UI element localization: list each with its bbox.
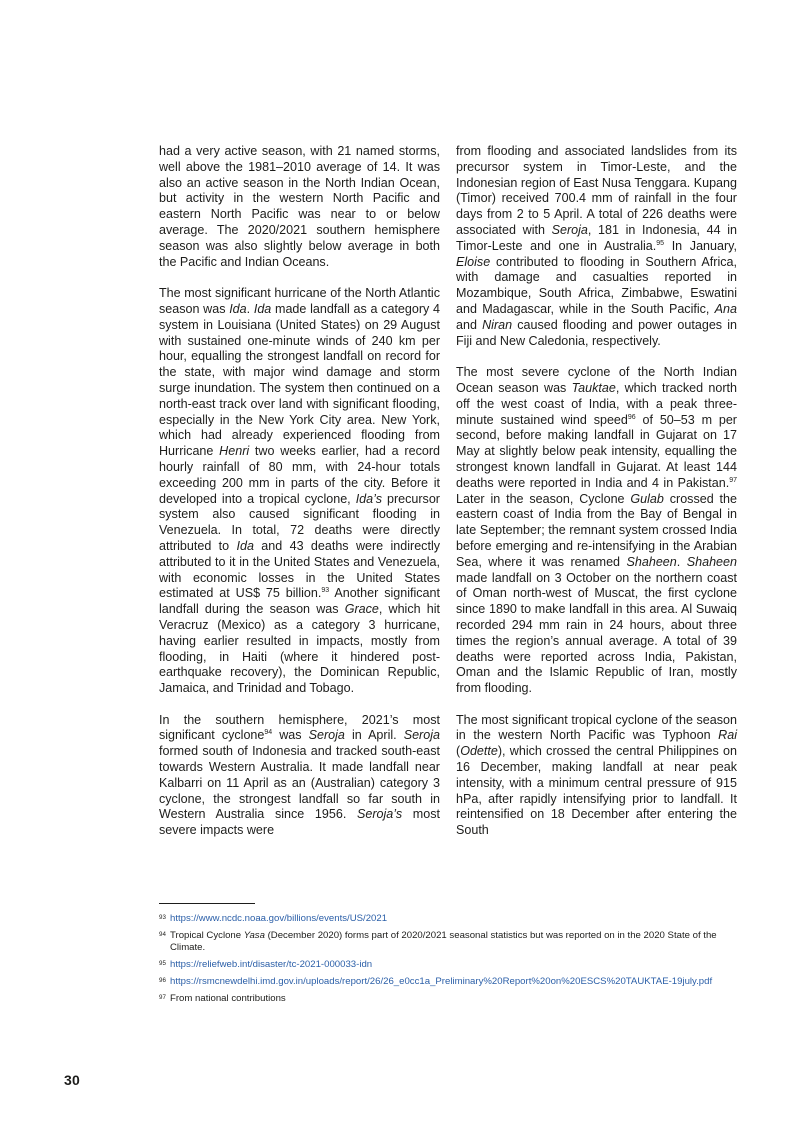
text-run: The most significant hurricane of the North Atlantic season was — [159, 286, 440, 316]
italic-text: Eloise — [456, 254, 491, 269]
italic-text: Gulab — [630, 491, 664, 506]
text-run: From national contributions — [170, 992, 286, 1004]
italic-text: Ida — [229, 301, 247, 316]
page-number: 30 — [64, 1072, 80, 1088]
text-run: formed south of Indonesia and tracked south-east towards Western Australia. It made landfall near Kalbarri on 11 April as an (Australian) category 3 cyclone, the strongest landfall so far south in Western Australia since 1956. — [159, 744, 440, 822]
text-run: and — [456, 317, 483, 332]
footnote-reference[interactable]: 97 — [729, 476, 737, 484]
footnote-number: 94 — [159, 930, 166, 938]
text-run: The most severe cyclone of the North Indian Ocean season was — [456, 365, 737, 395]
text-run: was — [272, 728, 309, 743]
italic-text: Seroja’s — [357, 807, 403, 822]
italic-text: Shaheen — [626, 554, 677, 569]
body-paragraph — [159, 713, 440, 839]
right-text-column — [456, 144, 737, 839]
footnote-item — [159, 993, 737, 1006]
text-run: Later in the season, Cyclone — [456, 491, 631, 506]
text-run: , which tracked north off the west coast of India, with a peak three-minute sustained wind speed — [456, 380, 737, 427]
footnote-link[interactable]: https://reliefweb.int/disaster/tc-2021-000033-idn — [170, 959, 373, 971]
footnote-reference[interactable]: 93 — [321, 587, 330, 595]
text-run: caused flooding and power outages in Fiji and New Caledonia, respectively. — [456, 317, 737, 348]
footnote-link[interactable]: https://www.ncdc.noaa.gov/billions/events/US/2021 — [170, 913, 388, 924]
italic-text: Seroja — [308, 728, 345, 743]
text-run: Another significant landfall during the season was — [159, 586, 440, 617]
text-run: in April. — [344, 728, 404, 743]
text-run: most severe impacts were — [159, 807, 440, 838]
italic-text: Odette — [460, 744, 498, 759]
text-run: precursor system also caused significant flooding in Venezuela. In total, 72 deaths were directly attributed to — [159, 491, 440, 553]
text-run: ( — [456, 744, 461, 759]
text-run: In January, — [664, 238, 737, 253]
footnote-number: 93 — [159, 914, 166, 921]
italic-text: Yasa — [243, 929, 265, 941]
footnote-reference[interactable]: 95 — [656, 239, 665, 247]
left-text-column — [159, 144, 440, 839]
italic-text: Shaheen — [686, 554, 737, 569]
footnote-reference[interactable]: 96 — [627, 413, 636, 421]
footnote-divider — [159, 903, 255, 904]
text-run: made landfall on 3 October on the northern coast of Oman north-west of Muscat, the first cyclone since 1890 to make landfall in this area. Al Suwaiq recorded 294 mm rain in 24 hours, about three times the region’s annual average. A total of 39 deaths were reported across India, Pakistan, Oman and the Islamic Republic of Iran, mostly from flooding. — [456, 570, 737, 696]
footnote-reference[interactable]: 94 — [264, 729, 273, 737]
text-run: Tropical Cyclone — [170, 929, 244, 941]
italic-text: Seroja — [551, 222, 588, 237]
body-paragraph — [456, 713, 737, 839]
italic-text: Henri — [219, 444, 250, 459]
body-paragraph — [159, 144, 440, 270]
body-paragraph — [456, 365, 737, 697]
text-run: ), which crossed the central Philippines on 16 December, making landfall at near peak intensity, with a minimum central pressure of 915 hPa, after rapidly intensifying prior to landfall. It reintensified on 18 December after entering the South — [456, 744, 737, 838]
body-paragraph — [159, 286, 440, 697]
text-run: , which hit Veracruz (Mexico) as a category 3 hurricane, having earlier resulted in impacts, mostly from flooding, in Haiti (where it hindered post-earthquake recovery), the Dominican Republic, Jamaica, and Trinidad and Tobago. — [159, 602, 441, 696]
text-run: . — [246, 301, 254, 316]
text-run: and 43 deaths were indirectly attributed to it in the United States and Venezuela, with economic losses in the United States estimated at US$ 75 billion. — [159, 538, 440, 601]
text-run: , 181 in Indonesia, 44 in Timor-Leste and one in Australia. — [456, 222, 737, 253]
footnote-number: 96 — [159, 976, 166, 984]
italic-text: Ida — [236, 538, 254, 553]
italic-text: Ida — [253, 301, 272, 316]
italic-text: Rai — [718, 728, 737, 743]
text-run: from flooding and associated landslides from its precursor system in Timor-Leste, and the Indonesian region of East Nusa Tenggara. Kupang (Timor) received 700.4 mm of rainfall in the four days from 2 to 5 April. A total of 226 deaths were associated with — [456, 144, 737, 237]
body-paragraph — [456, 144, 737, 349]
text-run: (December 2020) forms part of 2020/2021 seasonal statistics but was reported on in the 2020 State of the Climate. — [170, 929, 717, 954]
text-run: had a very active season, with 21 named storms, well above the 1981–2010 average of 14. It was also an active season in the North Indian Ocean, but activity in the western North Pacific and eastern North Pacific was near to or below average. The 2020/2021 southern hemisphere season was also slightly below average in both the Pacific and Indian Oceans. — [159, 144, 440, 269]
footnote-link[interactable]: https://rsmcnewdelhi.imd.gov.in/uploads/report/26/26_e0cc1a_Preliminary%20Report%20on%20ESCS%20TAUKTAE-19july.pdf — [170, 975, 713, 987]
italic-text: Tauktae — [571, 380, 616, 395]
italic-text: Grace — [344, 602, 379, 617]
footnote-number: 95 — [159, 960, 166, 968]
text-run: . — [676, 554, 687, 569]
italic-text: Ida’s — [355, 491, 382, 506]
footnote-item — [159, 930, 737, 955]
text-run: of 50–53 m per second, before making landfall in Gujarat on 17 May at slightly below peak intensity, equalling the strongest known landfall in Gujarat. At least 144 deaths were reported in India and 4 in Pakistan. — [456, 412, 737, 490]
footnote-item — [159, 959, 737, 972]
footnote-number: 97 — [159, 993, 166, 1001]
text-run: crossed the eastern coast of India from the Bay of Bengal in late September; the remnant system crossed India before emerging and re-intensifying in the Arabian Sea, where it was renamed — [456, 491, 737, 569]
text-run: made landfall as a category 4 system in Louisiana (United States) on 29 August with sustained one-minute winds of 240 km per hour, equalling the strongest landfall on record for the state, with major wind damage and storm surge inundation. The system then continued on a north-east track over land with significant flooding, especially in the New York City area. New York, which had already experienced flooding from Hurricane — [159, 301, 440, 459]
text-run: two weeks earlier, had a record hourly rainfall of 80 mm, with 24-hour totals exceeding 200 mm in parts of the city. Before it developed into a tropical cyclone, — [159, 444, 440, 506]
footnote-item — [159, 976, 737, 989]
text-run: The most significant tropical cyclone of the season in the western North Pacific was Typhoon — [456, 712, 737, 743]
italic-text: Niran — [482, 317, 513, 332]
text-run: In the southern hemisphere, 2021’s most significant cyclone — [159, 712, 440, 743]
footnote-item — [159, 913, 737, 926]
italic-text: Seroja — [403, 728, 440, 743]
text-run: contributed to flooding in Southern Africa, with damage and casualties reported in Mozambique, South Africa, Zimbabwe, Eswatini and Madagascar, while in the South Pacific, — [456, 254, 737, 316]
italic-text: Ana — [714, 301, 737, 316]
footnotes — [159, 913, 737, 1010]
